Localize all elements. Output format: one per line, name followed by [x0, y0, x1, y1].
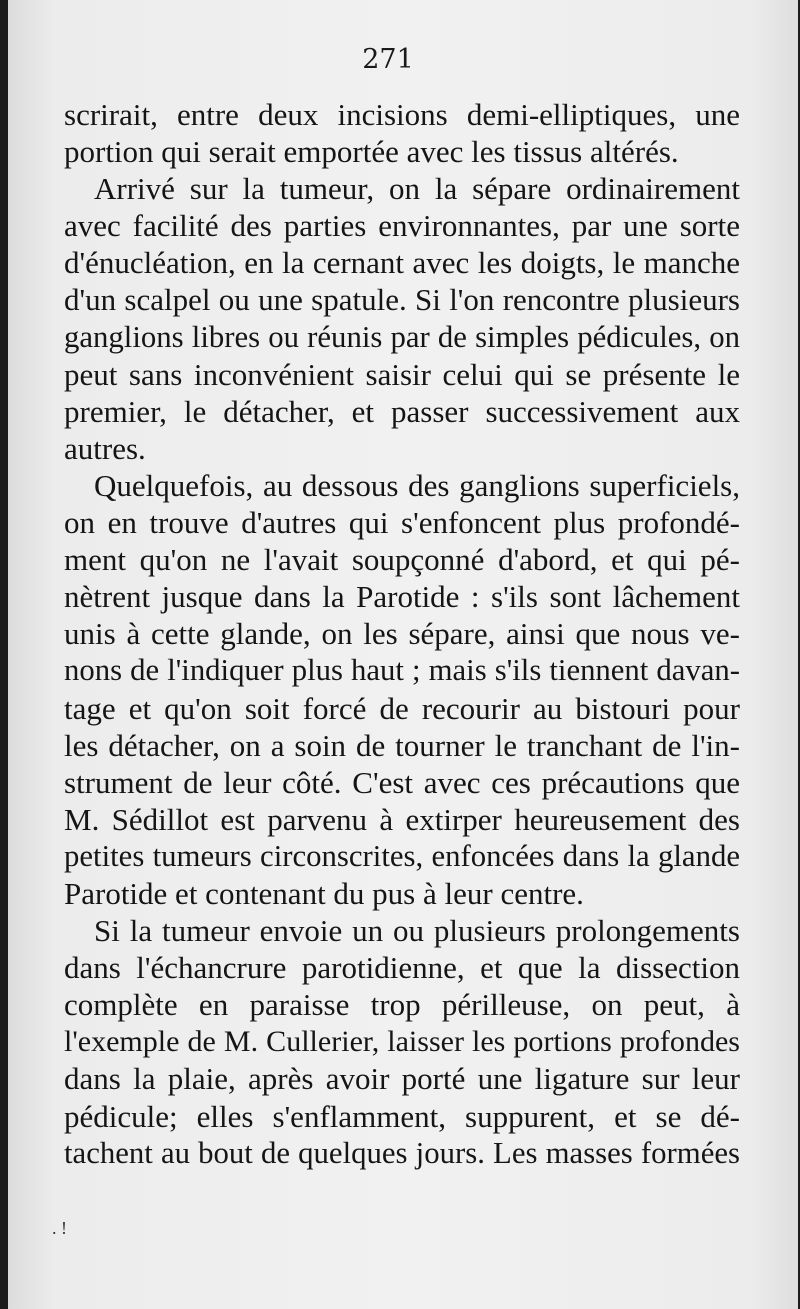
- text-line: Parotide et contenant du pus à leur centre.: [64, 875, 584, 911]
- text-line: on en trouve d'autres qui s'enfoncent plus profondé-: [64, 505, 740, 541]
- text-line: tage et qu'on soit forcé de recourir au bistouri pour: [64, 690, 740, 726]
- body-text: [64, 96, 740, 1172]
- text-line: strument de leur côté. C'est avec ces précautions que: [64, 764, 740, 800]
- text-line: petites tumeurs circonscrites, enfoncées dans la glande: [64, 838, 740, 873]
- text-line: nètrent jusque dans la Parotide : s'ils sont lâchement: [64, 579, 740, 615]
- text-line: les détacher, on a soin de tourner le tranchant de l'in-: [64, 727, 740, 763]
- text-line: premier, le détacher, et passer successivement aux: [64, 393, 740, 429]
- text-line: Si la tumeur envoie un ou plusieurs prolongements: [94, 913, 740, 949]
- text-line: Arrivé sur la tumeur, on la sépare ordinairement: [94, 171, 740, 207]
- text-line: ganglions libres ou réunis par de simples pédicules, on: [64, 319, 740, 354]
- text-line: M. Sédillot est parvenu à extirper heureusement des: [64, 801, 740, 837]
- text-line: scrirait, entre deux incisions demi-elliptiques, une: [64, 97, 740, 132]
- text-line: dans la plaie, après avoir porté une ligature sur leur: [64, 1061, 740, 1097]
- margin-mark: . !: [52, 1218, 67, 1238]
- text-line: peut sans inconvénient saisir celui qui se présente le: [64, 356, 740, 392]
- text-line: unis à cette glande, on les sépare, ainsi que nous ve-: [64, 616, 740, 652]
- text-line: l'exemple de M. Cullerier, laisser les portions profondes: [64, 1025, 740, 1059]
- text-line: nons de l'indiquer plus haut ; mais s'ils tiennent davan-: [64, 653, 740, 688]
- text-line: avec facilité des parties environnantes, par une sorte: [64, 208, 740, 244]
- text-line: d'énucléation, en la cernant avec les doigts, le manche: [64, 245, 740, 281]
- text-line: pédicule; elles s'enflamment, suppurent, et se dé-: [64, 1098, 740, 1134]
- text-line: portion qui serait emportée avec les tissus altérés.: [64, 134, 679, 170]
- text-line: complète en paraisse trop périlleuse, on peut, à: [64, 987, 740, 1023]
- text-line: autres.: [64, 430, 146, 466]
- text-line: Quelquefois, au dessous des ganglions superficiels,: [94, 467, 740, 503]
- book-page: [8, 0, 798, 1309]
- text-line: d'un scalpel ou une spatule. Si l'on rencontre plusieurs: [64, 282, 740, 318]
- text-line: ment qu'on ne l'avait soupçonné d'abord, et qui pé-: [64, 542, 740, 578]
- text-line: dans l'échancrure parotidienne, et que la dissection: [64, 950, 740, 986]
- text-line: tachent au bout de quelques jours. Les masses formées: [64, 1135, 740, 1170]
- page-number: 271: [362, 44, 414, 75]
